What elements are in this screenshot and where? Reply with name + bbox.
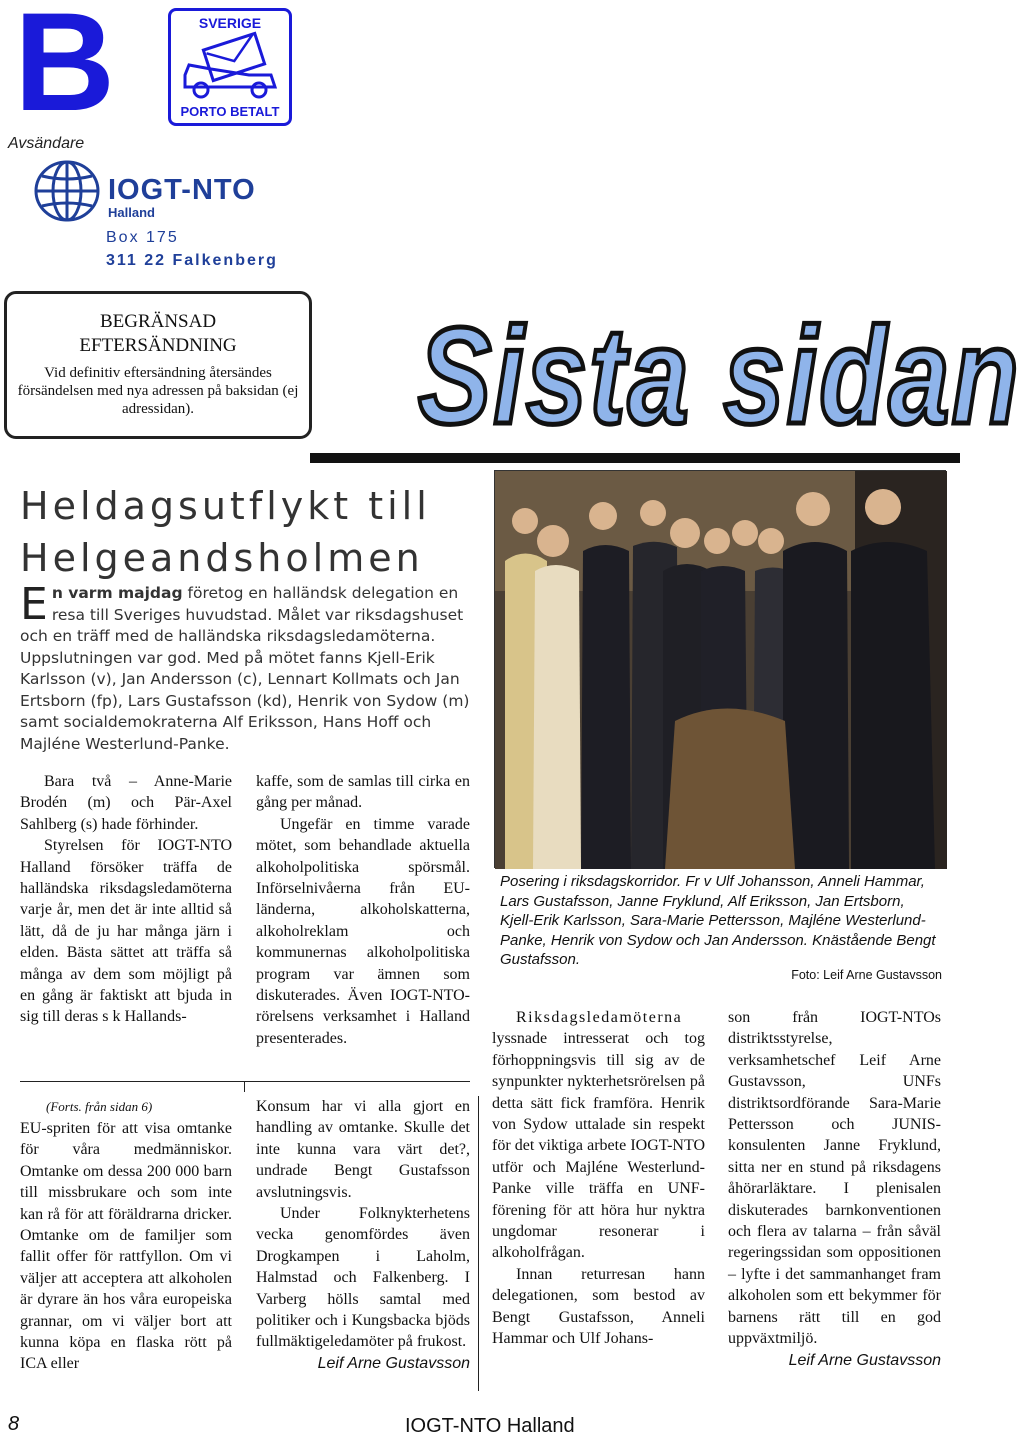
article-column-1 — [20, 771, 232, 1028]
drop-cap: E — [20, 579, 48, 630]
continued-column-2 — [256, 1096, 470, 1374]
org-name: IOGT-NTO — [108, 174, 256, 206]
stamp-postage-paid: PORTO BETALT — [180, 104, 280, 119]
restricted-body: Vid definitiv eftersändning återsändes försändelsen med nya adressen på baksidan (ej adressidan). — [17, 365, 299, 417]
paragraph: EU-spriten för att visa omtanke för våra medmänniskor. Omtanke om dessa 200 000 barn till missbrukare och som inte kan rå för att föräldrarna dricker. Omtanke om de familjer som fallit offer för rattfyllon. Om vi väljer att acceptera att alkoholen är dyrare än hos våra europeiska grannar, om vi väljer bort att kunna köpa en flaska rött på ICA eller — [20, 1120, 232, 1373]
article-column-2 — [256, 771, 470, 1049]
footer-publisher: IOGT-NTO Halland — [405, 1415, 575, 1437]
distribution-letter: B — [14, 0, 116, 140]
address-line-2: 311 22 Falkenberg — [106, 252, 278, 269]
stamp-country: SVERIGE — [198, 15, 262, 31]
signature: Leif Arne Gustavsson — [317, 1354, 470, 1372]
headline-line-2: Helgeandsholmen — [20, 536, 424, 580]
column-divider — [244, 1082, 245, 1092]
paragraph: Styrelsen för IOGT-NTO Halland försöker träffa de halländska riksdagsledamöterna varje år, men det är inte alltid så lätt, då de ju har många järn i elden. Bästa sättet att träffa så många av dem som möjligt på en gång är faktiskt att bjuda in sig till deras s k Hallands- — [20, 837, 232, 1026]
headline-line-1: Heldagsutflykt till — [20, 484, 431, 528]
paragraph-text: lyssnade intresserat och tog förhoppningsvis till sig av de synpunkter nykterhetsrörelsen på detta sätt fick framföra. Henrik von Sydow uttalade sin respekt för det viktiga arbete IOGT-NTO utför och Majléne Westerlund-Panke ville träffa en UNF-förening för att höra hur nyktra ungdomar resonerar i alkoholfrågan. — [492, 1030, 705, 1262]
page-number: 8 — [8, 1413, 20, 1435]
article-headline — [20, 480, 480, 584]
postage-stamp — [168, 8, 292, 126]
paragraph — [492, 1007, 705, 1264]
article-lede — [20, 579, 478, 755]
article-column-3 — [492, 1007, 705, 1350]
group-photo-image — [495, 471, 947, 869]
section-divider — [20, 1081, 470, 1082]
sender-label: Avsändare — [8, 135, 85, 152]
address-line-1: Box 175 — [106, 229, 179, 246]
lede-lead: n varm majdag — [51, 584, 183, 602]
article-column-4 — [728, 1007, 941, 1371]
continued-label: (Forts. från sidan 6) — [46, 1099, 153, 1114]
truck-envelope-icon — [171, 35, 289, 105]
paragraph: Bara två – Anne-Marie Brodén (m) och Pär-Axel Sahlberg (s) hade förhinder. — [20, 773, 232, 833]
photo-credit: Foto: Leif Arne Gustavsson — [791, 968, 942, 982]
group-photo — [494, 470, 946, 868]
continued-column-1 — [20, 1098, 232, 1375]
column-divider — [478, 1096, 479, 1391]
restricted-forwarding-box — [4, 291, 312, 439]
paragraph: kaffe, som de samlas till cirka en gång per månad. — [256, 773, 470, 812]
signature: Leif Arne Gustavsson — [788, 1351, 941, 1369]
title-rule — [310, 453, 960, 463]
paragraph-lead: Riksdagsledamöterna — [516, 1009, 683, 1026]
org-region: Halland — [108, 205, 155, 220]
paragraph: Konsum har vi alla gjort en handling av omtanke. Skulle det inte kunna vara värt det?, undrade Bengt Gustafsson avslutningsvis. — [256, 1098, 470, 1201]
paragraph: Innan returresan hann delegationen, som bestod av Bengt Gustafsson, Anneli Hammar och Ulf Johans- — [492, 1265, 705, 1348]
page-title: Sista sidan — [418, 299, 1021, 453]
restricted-heading-2: EFTERSÄNDNING — [79, 335, 237, 356]
restricted-heading-1: BEGRÄNSAD — [99, 311, 217, 332]
paragraph: Under Folknykterhetens vecka genomfördes även Drogkampen i Laholm, Halmstad och Falkenberg. I Varberg hölls samtal med politiker och i Kungsbacka bjöds fullmäktigeledamöter på frukost. — [256, 1205, 470, 1351]
paragraph: Ungefär en timme varade mötet, som behandlade aktuella alkoholpolitiska spörsmål. Införselnivåerna från EU-länderna, alkoholskatterna, alkoholreklam och kommunernas alkoholpolitiska program var ämnen som diskuterades. Även IOGT-NTO-rörelsens verksamhet i Halland presenterades. — [256, 815, 470, 1047]
photo-caption: Posering i riksdagskorridor. Fr v Ulf Johansson, Anneli Hammar, Lars Gustafsson, Janne Fryklund, Alf Eriksson, Jan Ertsborn, Kjell-Erik Karlsson, Sara-Marie Pettersson, Majléne Westerlund-Panke, Henrik von Sydow och Jan Andersson. Knästående Bengt Gustafsson. — [500, 873, 936, 968]
lede-text: företog en halländsk delegation en resa till Sveriges huvudstad. Målet var riksdagshuset och en träff med de halländska riksdagsledamöterna. Uppslutningen var god. Med på mötet fanns Kjell-Erik Karlsson (v), Jan Andersson (c), Lennart Kollmats och Jan Ertsborn (fp), Lars Gustafsson (kd), Henrik von Sydow (m) samt socialdemokraterna Alf Eriksson, Hans Hoff och Majléne Westerlund-Panke. — [20, 584, 470, 753]
paragraph: son från IOGT-NTOs distriktsstyrelse, verksamhetschef Leif Arne Gustavsson, UNFs distriktsordförande Sara-Marie Pettersson och JUNIS-konsulenten Janne Fryklund, sitta ner en stund på riksdagens åhörarläktare. I plenisalen diskuterades barnkonventionen och flera av talarna – från såväl regeringssidan som oppositionen – lyfte i det sammanhanget fram alkoholen som ett bekymmer för barnens rätt till en god uppväxtmiljö. — [728, 1009, 941, 1348]
globe-logo-icon — [34, 160, 100, 222]
